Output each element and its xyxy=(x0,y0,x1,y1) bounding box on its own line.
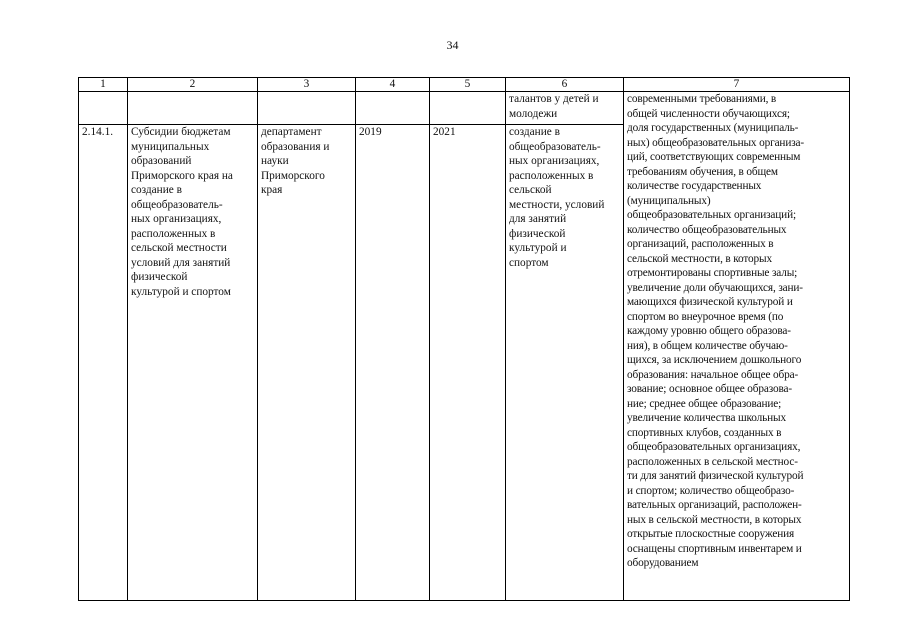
page-number: 34 xyxy=(446,38,459,52)
cont-cell-1 xyxy=(79,92,128,125)
measure-name: Субсидии бюджетам муниципальных образований Приморского края на создание в общеобразователь- ных организациях, расположенных в сельской местности условий для занятий физической культурой и спортом xyxy=(128,125,258,601)
row-number: 2.14.1. xyxy=(79,125,128,601)
continuation-row xyxy=(79,92,850,125)
indicators-cell: современными требованиями, в общей численности обучающихся; доля государственных (муниципаль- ных) общеобразовательных организа- ций, соответствующих современным требованиям обучения, в общем количестве государственных (муниципальных) общеобразовательных организаций; количество общеобразовательных организаций, расположенных в сельской местности, в которых отремонтированы спортивные залы; увеличение доли обучающихся, зани- мающихся физической культурой и спортом во внеурочное время (по каждому уровню общего образова- ния), в общем количестве обучаю- щихся, за исключением дошкольного образования: начальное общее обра- зование; основное общее образова- ние; среднее общее образование; увеличение количества школьных спортивных клубов, созданных в общеобразовательных организациях, расположенных в сельской местнос- ти для занятий физической культурой и спортом; количество общеобразо- вательных организаций, расположен- ных в сельской местности, в которых открытые плоскостные сооружения оснащены спортивным инвентарем и оборудованием xyxy=(624,92,850,601)
cont-cell-3 xyxy=(258,92,356,125)
header-cell-5: 5 xyxy=(430,78,506,92)
cont-cell-5 xyxy=(430,92,506,125)
start-year: 2019 xyxy=(356,125,430,601)
cont-cell-2 xyxy=(128,92,258,125)
header-row xyxy=(79,78,850,92)
header-cell-2: 2 xyxy=(128,78,258,92)
header-cell-1: 1 xyxy=(79,78,128,92)
header-cell-7: 7 xyxy=(624,78,850,92)
cont-result-cell: талантов у детей и молодежи xyxy=(506,92,624,125)
header-cell-3: 3 xyxy=(258,78,356,92)
program-table xyxy=(78,77,850,601)
header-cell-6: 6 xyxy=(506,78,624,92)
end-year: 2021 xyxy=(430,125,506,601)
expected-result: создание в общеобразователь- ных организациях, расположенных в сельской местности, условий для занятий физической культурой и спортом xyxy=(506,125,624,601)
executor: департамент образования и науки Приморского края xyxy=(258,125,356,601)
cont-cell-4 xyxy=(356,92,430,125)
header-cell-4: 4 xyxy=(356,78,430,92)
